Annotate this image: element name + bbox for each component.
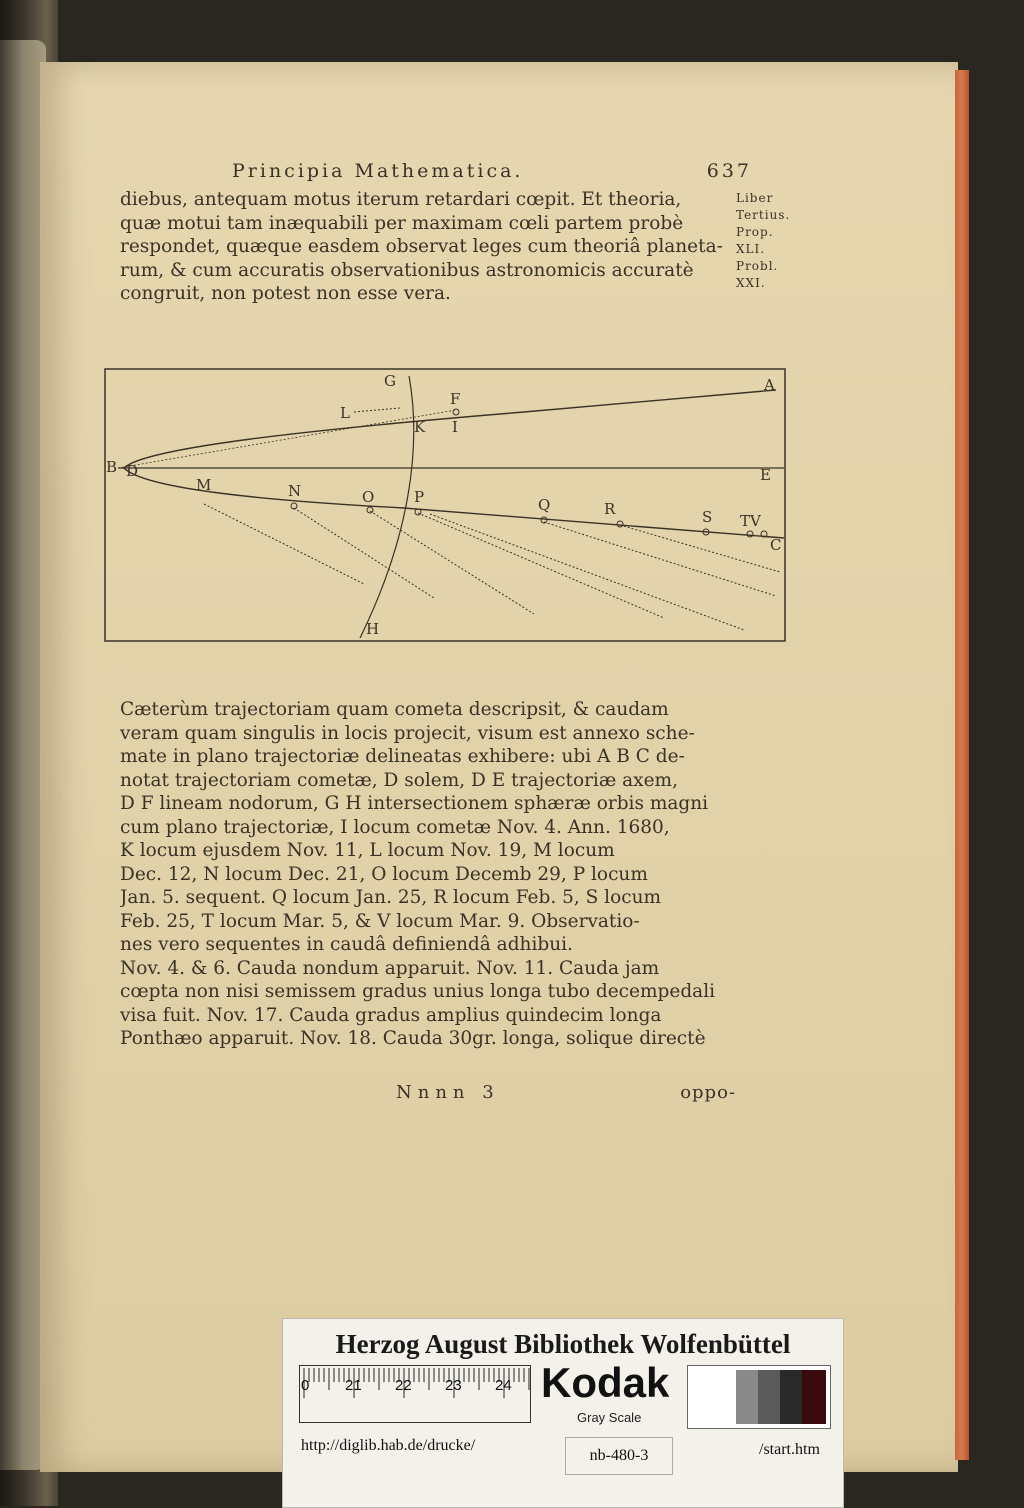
label-R: R: [604, 500, 616, 518]
page-footer: [396, 1082, 736, 1108]
catchword: oppo-: [680, 1082, 736, 1103]
tail-L: [354, 408, 400, 412]
swatch-dark: [780, 1370, 802, 1424]
marginal-line: Prop.: [736, 225, 774, 239]
marginal-line: XLI.: [736, 242, 766, 256]
point-I: [453, 409, 459, 415]
gray-scale-label: Gray Scale: [577, 1410, 642, 1425]
label-M: M: [196, 476, 212, 494]
label-TV: TV: [740, 512, 761, 530]
tail-Q: [544, 522, 776, 596]
label-E: E: [760, 466, 771, 484]
point-P: [415, 509, 421, 515]
label-G: G: [384, 372, 396, 390]
text-line: cœpta non nisi semissem gradus unius longa tubo decempedali: [120, 981, 716, 1002]
marginal-note: [736, 190, 816, 292]
point-O: [367, 507, 373, 513]
lower-paragraph: [120, 698, 748, 1051]
page-red-edge: [955, 70, 969, 1460]
label-F: F: [450, 390, 461, 408]
label-L: L: [340, 404, 350, 422]
trajectory-lower: [124, 468, 784, 538]
marginal-line: Tertius.: [736, 208, 791, 222]
text-line: rum, & cum accuratis observationibus astronomicis accuratè: [120, 259, 694, 281]
page-number: 637: [706, 160, 752, 182]
marginal-line: XXI.: [736, 276, 766, 290]
label-N: N: [288, 482, 302, 500]
ruler-number: 22: [395, 1377, 412, 1394]
label-I: I: [452, 418, 458, 436]
tail-M: [204, 504, 364, 584]
measurement-ruler: [299, 1365, 531, 1423]
label-D: D: [126, 462, 139, 480]
ruler-number: 23: [445, 1377, 462, 1394]
tail-P: [418, 513, 664, 618]
marginal-line: Liber: [736, 191, 774, 205]
tail-N: [294, 508, 434, 598]
ruler-number: 21: [345, 1377, 362, 1394]
library-name: Herzog August Bibliothek Wolfenbüttel: [335, 1329, 791, 1359]
text-line: mate in plano trajectoriæ delineatas exhibere: ubi A B C de-: [120, 746, 685, 767]
text-line: quæ motui tam inæquabili per maximam cœli partem probè: [120, 212, 684, 234]
swatch-mid: [758, 1370, 780, 1424]
text-line: congruit, non potest non esse vera.: [120, 283, 451, 304]
text-line: Feb. 25, T locum Mar. 5, & V locum Mar. 9. Observatio-: [120, 910, 640, 932]
shelfmark-box: nb-480-3: [565, 1437, 673, 1475]
start-link-text: /start.htm: [759, 1441, 820, 1458]
label-O: O: [362, 488, 375, 506]
ruler-number: 24: [495, 1377, 512, 1394]
diagram-frame: [105, 369, 785, 641]
ruler-number: 0: [301, 1377, 310, 1394]
text-line: Nov. 4. & 6. Cauda nondum apparuit. Nov. 11. Cauda jam: [120, 957, 660, 979]
marginal-line: Probl.: [736, 259, 779, 273]
signature-mark: Nnnn 3: [396, 1082, 500, 1103]
text-line: Ponthæo apparuit. Nov. 18. Cauda 30gr. longa, solique directè: [120, 1028, 706, 1049]
point-R: [617, 521, 623, 527]
point-T: [747, 531, 753, 537]
label-Q: Q: [538, 496, 551, 514]
text-line: Cæterùm trajectoriam quam cometa descripsit, & caudam: [120, 699, 669, 720]
text-line: D F lineam nodorum, G H intersectionem sphæræ orbis magni: [120, 793, 709, 814]
line-DF: [118, 410, 456, 468]
library-color-card: [282, 1318, 844, 1508]
text-line: notat trajectoriam cometæ, D solem, D E trajectoriæ axem,: [120, 769, 678, 791]
tail-O: [370, 511, 534, 614]
label-P: P: [414, 488, 425, 506]
header-title: Principia Mathematica.: [232, 160, 524, 182]
running-header: [232, 160, 752, 188]
label-S: S: [702, 508, 713, 526]
gray-scale-swatches: [687, 1365, 831, 1429]
label-K: K: [414, 418, 426, 436]
text-line: nes vero sequentes in caudâ definiendâ adhibui.: [120, 934, 573, 955]
text-line: veram quam singulis in locis projecit, visum est annexo sche-: [120, 722, 695, 744]
library-url: http://diglib.hab.de/drucke/: [301, 1437, 476, 1454]
label-C: C: [770, 536, 782, 554]
label-A: A: [764, 376, 775, 394]
label-B: B: [106, 458, 118, 476]
text-line: visa fuit. Nov. 17. Cauda gradus amplius quindecim longa: [120, 1004, 662, 1026]
top-paragraph: [120, 188, 740, 306]
text-line: diebus, antequam motus iterum retardari cœpit. Et theoria,: [120, 189, 682, 210]
text-line: Jan. 5. sequent. Q locum Jan. 25, R locum Feb. 5, S locum: [120, 887, 662, 908]
label-H: H: [366, 620, 380, 638]
text-line: K locum ejusdem Nov. 11, L locum Nov. 19, M locum: [120, 840, 615, 861]
text-line: respondet, quæque easdem observat leges cum theoriâ planeta-: [120, 236, 723, 257]
text-line: cum plano trajectoriæ, I locum cometæ Nov. 4. Ann. 1680,: [120, 816, 670, 838]
comet-trajectory-diagram: [104, 368, 786, 642]
comet-tails: [204, 408, 780, 630]
swatch-light: [736, 1370, 758, 1424]
swatch-darkest: [802, 1370, 826, 1424]
text-line: Dec. 12, N locum Dec. 21, O locum Decemb 29, P locum: [120, 863, 648, 885]
kodak-logo: Kodak: [541, 1359, 670, 1406]
